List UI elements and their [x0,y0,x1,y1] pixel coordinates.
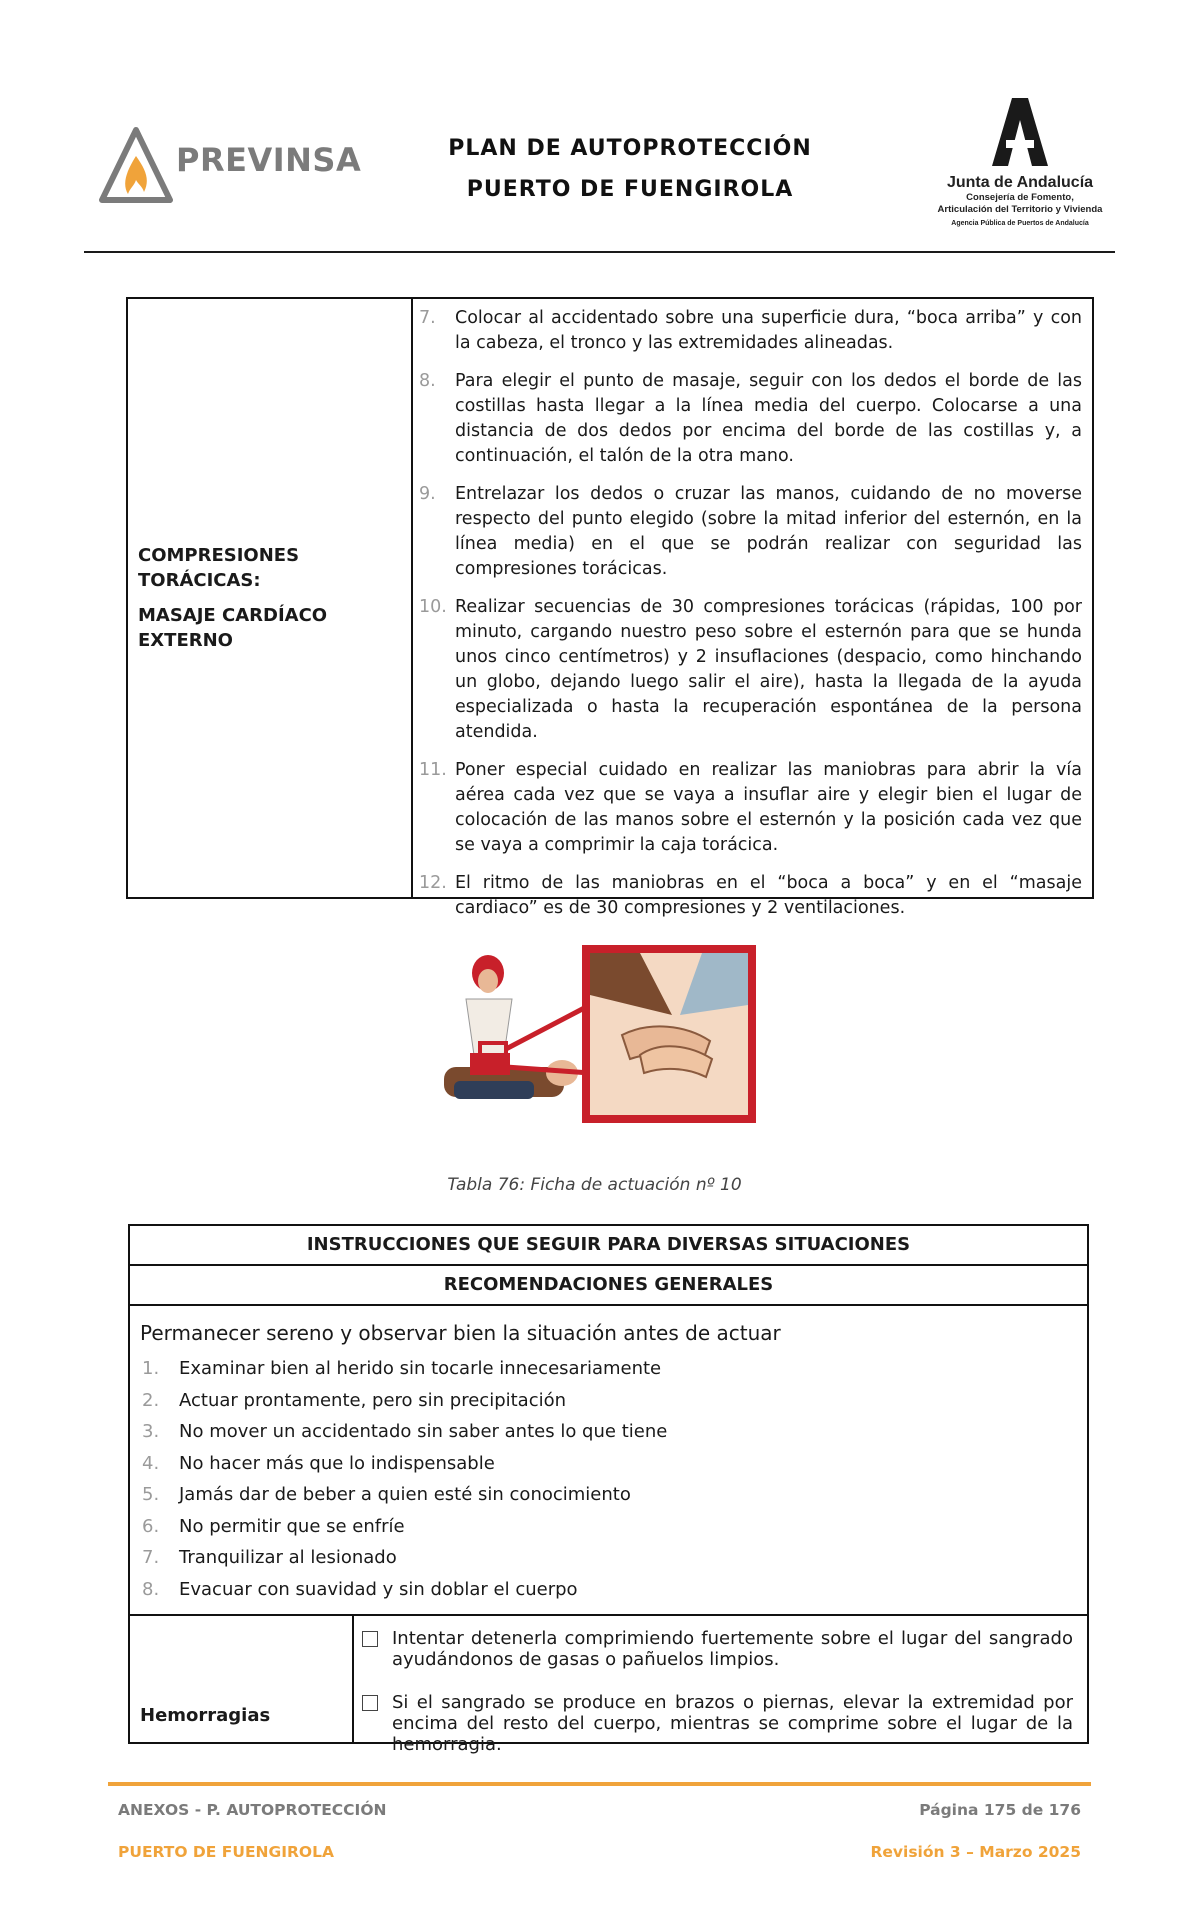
hemorrhage-item [362,1692,1073,1755]
item-number: 4. [142,1452,160,1474]
item-number: 1. [142,1358,160,1379]
cpr-rescuer-illustration [440,945,760,1125]
footer-site: PUERTO DE FUENGIROLA [118,1843,334,1861]
step-number: 9. [419,484,436,504]
cpr-label-line: COMPRESIONES [138,545,300,566]
cpr-steps-cell [413,299,1092,918]
footer-page-number: Página 175 de 176 [919,1801,1081,1819]
cpr-label-line: TORÁCICAS: [138,570,261,591]
list-item [142,1353,1087,1385]
item-text: Actuar prontamente, pero sin precipitación [179,1389,567,1411]
item-number: 3. [142,1421,160,1442]
list-item [142,1574,1087,1606]
company-name: PREVINSA [176,141,362,179]
org-sub-1: Consejería de Fomento, [966,192,1074,203]
cpr-label-cell [128,299,413,897]
cpr-table [126,297,1094,918]
previnsa-logo [98,126,362,206]
list-item [142,1479,1087,1511]
cpr-step [419,482,1082,582]
item-text: No permitir que se enfríe [179,1515,405,1537]
cpr-illustration [440,945,760,1125]
checkbox-icon [362,1631,378,1647]
cpr-label-line: MASAJE CARDÍACO [138,605,328,626]
junta-a-icon [990,96,1050,168]
list-item [142,1511,1087,1543]
hemorrhage-item [362,1628,1073,1670]
hemorrhage-row [130,1614,1087,1755]
flame-triangle-icon [98,126,174,206]
step-number: 8. [419,371,436,391]
header-divider [84,251,1115,253]
document-title [330,136,930,202]
org-name: Junta de Andalucía [946,174,1094,191]
recommendations-heading: RECOMENDACIONES GENERALES [130,1266,1087,1306]
item-text: Jamás dar de beber a quien esté sin conocimiento [179,1484,631,1505]
item-number: 8. [142,1578,160,1600]
cpr-step [419,871,1082,921]
recommendations-intro: Permanecer sereno y observar bien la situación antes de actuar [140,1321,781,1345]
item-number: 6. [142,1515,160,1537]
list-item [142,1416,1087,1448]
step-text: Realizar secuencias de 30 compresiones torácicas (rápidas, 100 por minuto, cargando nuestro peso sobre el esternón para que se hunda unos cinco centímetros) y 2 insuflaciones (despacio, como hinchando un globo, dejando luego salir el aire), hasta la llegada de la ayuda especializada o hasta la recuperación espontánea de la persona atendida. [455,597,1082,742]
step-text: Poner especial cuidado en realizar las maniobras para abrir la vía aérea cada vez que se vaya a insuflar aire y elegir bien el lugar de colocación de las manos sobre el esternón y la posición cada vez que se vaya a comprimir la caja torácica. [455,760,1082,855]
hemorrhage-instructions [354,1616,1087,1755]
step-number: 7. [419,308,436,328]
org-sub-3: Agencia Pública de Puertos de Andalucía [951,220,1089,227]
step-number: 10. [419,597,447,617]
item-number: 7. [142,1547,160,1568]
footer-section: ANEXOS - P. AUTOPROTECCIÓN [118,1801,387,1819]
item-text: Examinar bien al herido sin tocarle innecesariamente [179,1358,662,1379]
hemorrhage-text: Si el sangrado se produce en brazos o piernas, elevar la extremidad por encima del resto del cuerpo, mientras se comprime sobre el lugar de la hemorragia. [392,1692,1073,1755]
list-item [142,1542,1087,1574]
footer-revision: Revisión 3 – Marzo 2025 [870,1843,1081,1861]
title-line-1: PLAN DE AUTOPROTECCIÓN [448,136,812,161]
list-item [142,1385,1087,1417]
cpr-step [419,595,1082,745]
cpr-step [419,369,1082,469]
title-line-2: PUERTO DE FUENGIROLA [466,177,794,202]
step-text: Entrelazar los dedos o cruzar las manos, cuidando de no moverse respecto del punto elegido (sobre la mitad inferior del esternón, en la línea media) en el que se podrán realizar con seguridad las compresiones torácicas. [455,484,1082,579]
step-text: El ritmo de las maniobras en el “boca a boca” y en el “masaje cardiaco” es de 30 compresiones y 2 ventilaciones. [455,873,1082,918]
step-text: Para elegir el punto de masaje, seguir con los dedos el borde de las costillas hasta llegar a la línea media del cuerpo. Colocarse a una distancia de dos dedos por encima del borde de las costillas y, a continuación, el talón de la otra mano. [455,371,1082,466]
recommendations-list [130,1345,1087,1605]
junta-andalucia-logo [930,96,1110,236]
item-text: Tranquilizar al lesionado [179,1547,397,1568]
cpr-step [419,758,1082,858]
step-text: Colocar al accidentado sobre una superficie dura, “boca arriba” y con la cabeza, el tronco y las extremidades alineadas. [455,308,1082,353]
org-sub-2: Articulación del Territorio y Vivienda [937,204,1103,215]
item-text: Evacuar con suavidad y sin doblar el cuerpo [179,1578,578,1600]
step-number: 11. [419,760,447,780]
step-number: 12. [419,873,447,893]
item-text: No mover un accidentado sin saber antes lo que tiene [179,1421,668,1442]
cpr-label-line: EXTERNO [138,630,233,651]
footer-divider [108,1782,1091,1786]
checkbox-icon [362,1695,378,1711]
hemorrhage-text: Intentar detenerla comprimiendo fuertemente sobre el lugar del sangrado ayudándonos de gasas o pañuelos limpios. [392,1628,1073,1670]
table-caption: Tabla 76: Ficha de actuación nº 10 [447,1175,742,1195]
list-item [142,1448,1087,1480]
hemorrhage-label: Hemorragias [130,1616,354,1744]
item-number: 5. [142,1484,160,1505]
cpr-step [419,306,1082,356]
item-text: No hacer más que lo indispensable [179,1452,495,1474]
instructions-table [128,1224,1089,1755]
instructions-heading: INSTRUCCIONES QUE SEGUIR PARA DIVERSAS SITUACIONES [130,1226,1087,1266]
item-number: 2. [142,1389,160,1411]
